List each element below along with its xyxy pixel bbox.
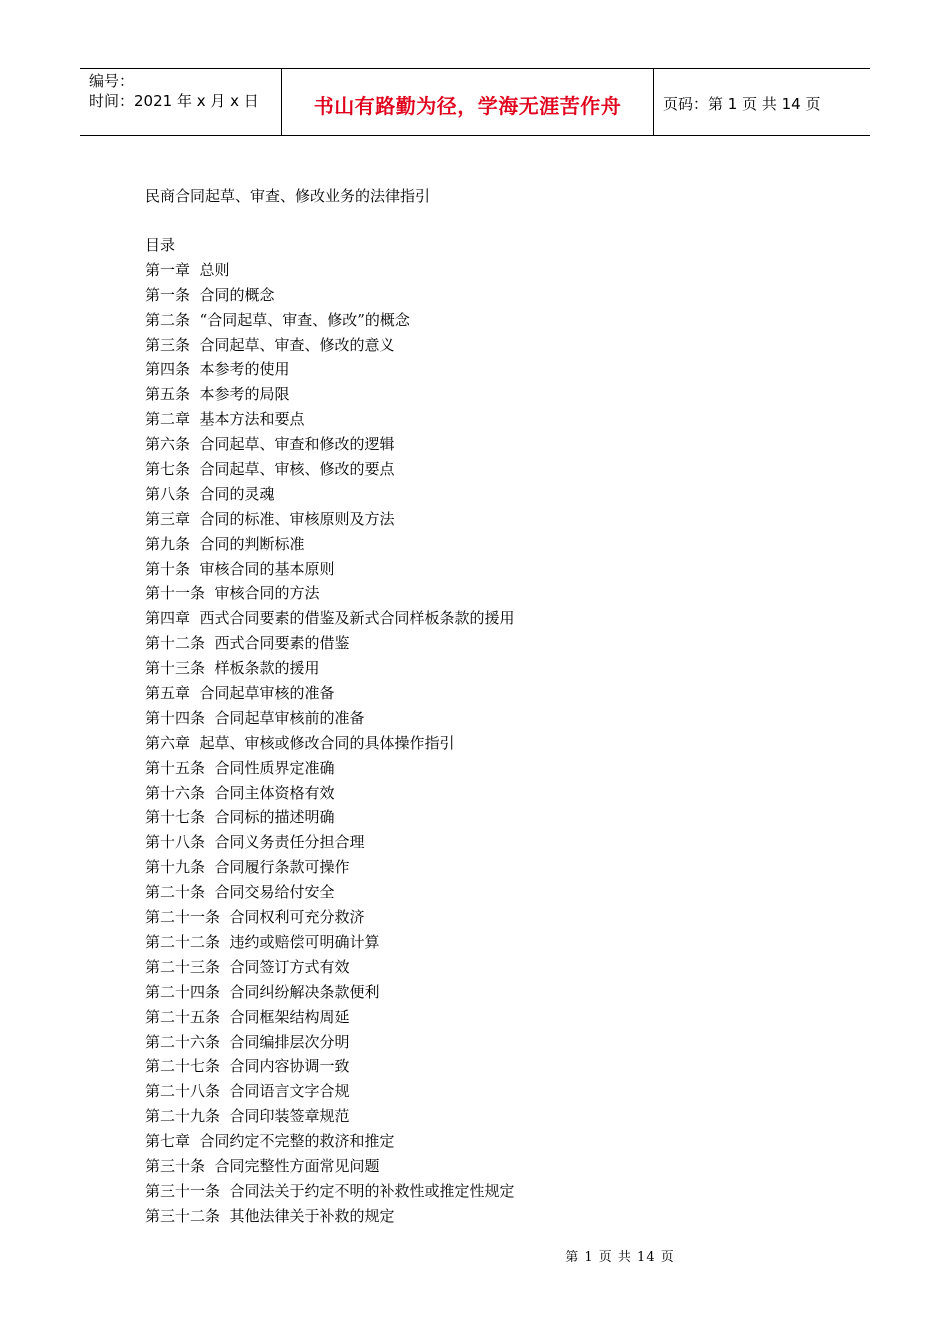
toc-item: 第二条 “合同起草、审查、修改”的概念 xyxy=(145,310,410,329)
toc-item: 第十二条 西式合同要素的借鉴 xyxy=(145,634,350,653)
toc-item: 第十一条 审核合同的方法 xyxy=(145,584,320,603)
toc-item: 第三章 合同的标准、审核原则及方法 xyxy=(145,509,395,528)
toc-item: 第二十九条 合同印装签章规范 xyxy=(145,1107,350,1126)
toc-heading: 目录 xyxy=(145,236,176,254)
toc-item: 第三十二条 其他法律关于补救的规定 xyxy=(145,1206,395,1225)
toc-item: 第二章 基本方法和要点 xyxy=(145,410,305,429)
toc-item: 第三条 合同起草、审查、修改的意义 xyxy=(145,335,395,354)
page-footer: 第 1 页 共 14 页 xyxy=(565,1250,675,1265)
toc-item: 第二十三条 合同签订方式有效 xyxy=(145,957,350,976)
toc-item: 第四章 西式合同要素的借鉴及新式合同样板条款的援用 xyxy=(145,609,515,628)
table-of-contents xyxy=(145,233,845,1229)
toc-item: 第七章 合同约定不完整的救济和推定 xyxy=(145,1132,395,1151)
header-motto: 书山有路勤为径，学海无涯苦作舟 xyxy=(282,69,654,135)
toc-item: 第三十一条 合同法关于约定不明的补救性或推定性规定 xyxy=(145,1181,515,1200)
toc-item: 第十九条 合同履行条款可操作 xyxy=(145,858,350,877)
toc-item: 第十五条 合同性质界定准确 xyxy=(145,758,335,777)
toc-item: 第二十一条 合同权利可充分救济 xyxy=(145,908,365,927)
toc-item: 第十七条 合同标的描述明确 xyxy=(145,808,335,827)
header-meta xyxy=(80,69,282,135)
toc-item: 第十八条 合同义务责任分担合理 xyxy=(145,833,365,852)
document-number-label: 编号： xyxy=(89,72,135,90)
toc-item: 第六条 合同起草、审查和修改的逻辑 xyxy=(145,435,395,454)
toc-item: 第八条 合同的灵魂 xyxy=(145,484,275,503)
toc-item: 第九条 合同的判断标准 xyxy=(145,534,305,553)
toc-item: 第一条 合同的概念 xyxy=(145,285,275,304)
document-date: 时间：2021 年 x 月 x 日 xyxy=(89,92,259,110)
toc-item: 第六章 起草、审核或修改合同的具体操作指引 xyxy=(145,733,455,752)
toc-item: 第七条 合同起草、审核、修改的要点 xyxy=(145,460,395,479)
toc-item: 第二十六条 合同编排层次分明 xyxy=(145,1032,350,1051)
toc-item: 第二十五条 合同框架结构周延 xyxy=(145,1007,350,1026)
document-body xyxy=(145,184,845,1229)
toc-item: 第一章 总则 xyxy=(145,260,230,279)
toc-item: 第十条 审核合同的基本原则 xyxy=(145,559,335,578)
toc-item: 第二十条 合同交易给付安全 xyxy=(145,883,335,902)
header-page-info: 页码：第 1 页 共 14 页 xyxy=(663,94,821,113)
toc-item: 第三十条 合同完整性方面常见问题 xyxy=(145,1156,380,1175)
toc-item: 第二十四条 合同纠纷解决条款便利 xyxy=(145,982,380,1001)
toc-item: 第五章 合同起草审核的准备 xyxy=(145,684,335,703)
toc-item: 第二十七条 合同内容协调一致 xyxy=(145,1057,350,1076)
toc-item: 第十三条 样板条款的援用 xyxy=(145,659,320,678)
toc-item: 第二十二条 违约或赔偿可明确计算 xyxy=(145,932,380,951)
toc-item: 第四条 本参考的使用 xyxy=(145,360,290,379)
toc-item: 第十六条 合同主体资格有效 xyxy=(145,783,335,802)
document-title: 民商合同起草、审查、修改业务的法律指引 xyxy=(145,187,431,205)
toc-item: 第五条 本参考的局限 xyxy=(145,385,290,404)
page-header xyxy=(80,68,870,136)
toc-item: 第二十八条 合同语言文字合规 xyxy=(145,1082,350,1101)
toc-item: 第十四条 合同起草审核前的准备 xyxy=(145,708,365,727)
